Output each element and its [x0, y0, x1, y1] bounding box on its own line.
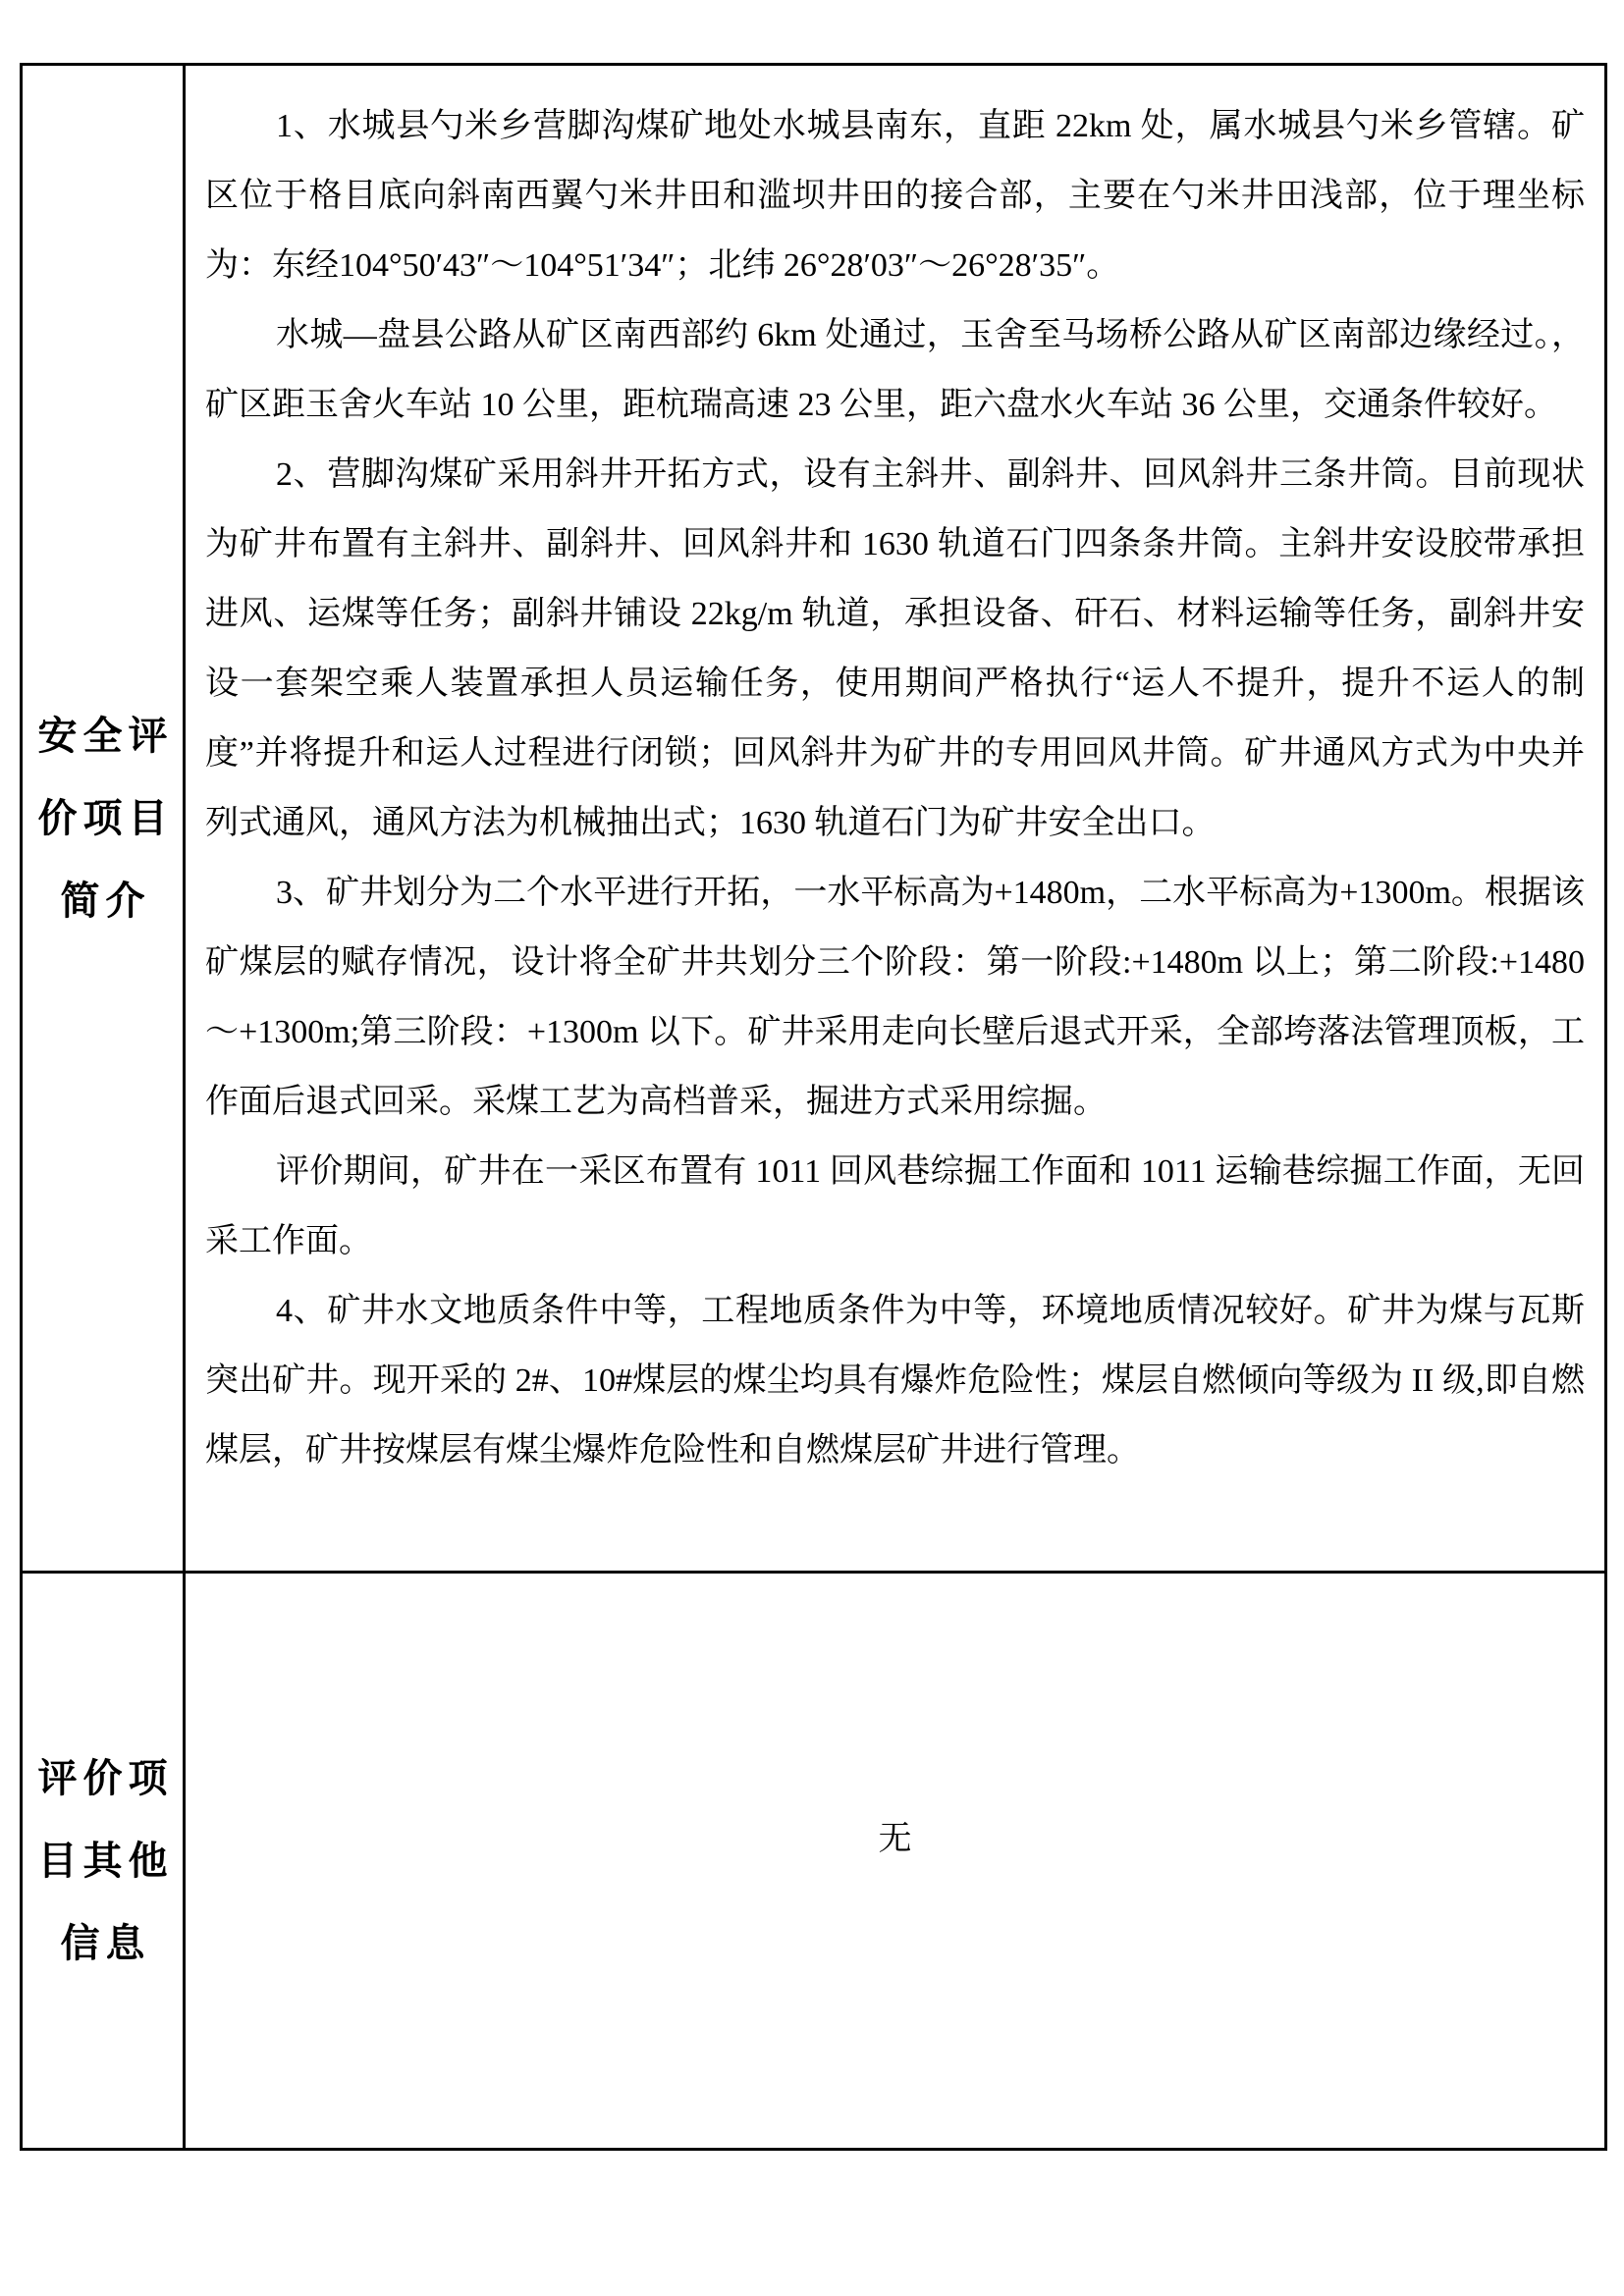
- table-row-other-info: [23, 1574, 1604, 2148]
- row-label-line: 安全评: [37, 714, 174, 758]
- row-label-line: 评价项: [37, 1756, 174, 1800]
- row-label-line: 信息: [60, 1921, 151, 1965]
- intro-paragraph-shafts: 2、营脚沟煤矿采用斜井开拓方式，设有主斜井、副斜井、回风斜井三条井筒。目前现状为矿井布置有主斜井、副斜井、回风斜井和 1630 轨道石门四条条井筒。主斜井安设胶带承担进风、运煤等任务；副斜井铺设 22kg/m 轨道，承担设备、矸石、材料运输等任务，副斜井安设一套架空乘人装置承担人员运输任务，使用期间严格执行“运人不提升，提升不运人的制度”并将提升和运人过程进行闭锁；回风斜井为矿井的专用回风井筒。矿井通风方式为中央并列式通风，通风方法为机械抽出式；1630 轨道石门为矿井安全出口。: [205, 456, 1585, 841]
- intro-paragraph-geology: 4、矿井水文地质条件中等，工程地质条件为中等，环境地质情况较好。矿井为煤与瓦斯突出矿井。现开采的 2#、10#煤层的煤尘均具有爆炸危险性；煤层自燃倾向等级为 II 级,即自燃煤层，矿井按煤层有煤尘爆炸危险性和自燃煤层矿井进行管理。: [205, 1293, 1585, 1468]
- evaluation-table: [20, 63, 1607, 2151]
- row-label-line: 价项目: [37, 796, 174, 840]
- intro-content-cell: [186, 66, 1604, 1571]
- intro-paragraph-levels: 3、矿井划分为二个水平进行开拓，一水平标高为+1480m，二水平标高为+1300m。根据该矿煤层的赋存情况，设计将全矿井共划分三个阶段：第一阶段:+1480m 以上；第二阶段:+1480～+1300m;第三阶段：+1300m 以下。矿井采用走向长壁后退式开采，全部垮落法管理顶板，工作面后退式回采。采煤工艺为高档普采，掘进方式采用综掘。: [205, 875, 1585, 1120]
- other-info-value: 无: [878, 1820, 912, 1857]
- row-label-line: 目其他: [37, 1839, 174, 1883]
- intro-paragraph-workfaces: 评价期间，矿井在一采区布置有 1011 回风巷综掘工作面和 1011 运输巷综掘工作面，无回采工作面。: [205, 1153, 1585, 1259]
- intro-paragraph-transport: 水城—盘县公路从矿区南西部约 6km 处通过，玉舍至马场桥公路从矿区南部边缘经过。，矿区距玉舍火车站 10 公里，距杭瑞高速 23 公里，距六盘水火车站 36 公里，交通条件较好。: [205, 317, 1585, 423]
- other-info-content-cell: [186, 1574, 1604, 2148]
- row-label-line: 简介: [60, 879, 151, 923]
- table-row-intro: [23, 66, 1604, 1574]
- row-label-safety-eval-intro: [23, 66, 186, 1571]
- row-label-other-info: [23, 1574, 186, 2148]
- intro-paragraph-location: 1、水城县勺米乡营脚沟煤矿地处水城县南东，直距 22km 处，属水城县勺米乡管辖。矿区位于格目底向斜南西翼勺米井田和滥坝井田的接合部，主要在勺米井田浅部，位于理坐标为：东经104°50′43″～104°51′34″；北纬 26°28′03″～26°28′35″。: [205, 108, 1585, 284]
